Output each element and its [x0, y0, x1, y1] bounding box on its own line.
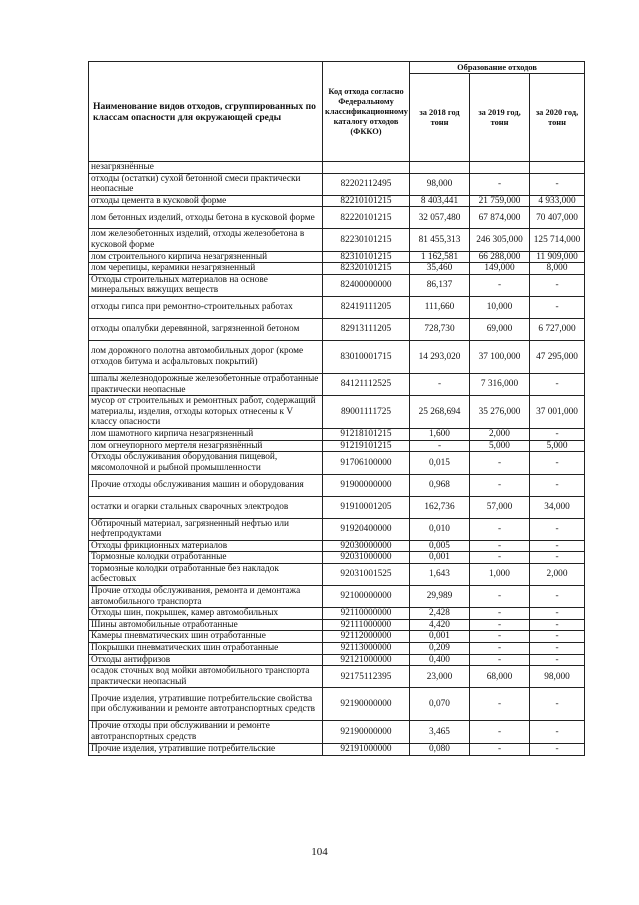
cell-code: 92031000000: [323, 552, 410, 564]
cell-code: 82230101215: [323, 229, 410, 251]
table-row: [89, 373, 585, 395]
table-row: [89, 251, 585, 263]
cell-2019: -: [470, 552, 530, 564]
cell-code: 84121112525: [323, 373, 410, 395]
cell-2018: 98,000: [410, 173, 470, 195]
header-formation: Образование отходов: [410, 62, 585, 74]
cell-2019: -: [470, 743, 530, 755]
table-row: [89, 721, 585, 743]
cell-code: 92113000000: [323, 643, 410, 655]
cell-2019: 2,000: [470, 429, 530, 441]
cell-2018: 0,400: [410, 654, 470, 666]
cell-2018: 14 293,020: [410, 340, 470, 373]
cell-2018: 32 057,480: [410, 207, 470, 229]
cell-2020: -: [530, 721, 585, 743]
cell-2018: 0,010: [410, 518, 470, 540]
cell-code: 89001111725: [323, 396, 410, 429]
cell-2019: -: [470, 274, 530, 296]
cell-2020: 4 933,000: [530, 195, 585, 207]
table-row: [89, 340, 585, 373]
cell-2018: 0,070: [410, 688, 470, 721]
cell-2018: 35,460: [410, 263, 470, 275]
cell-2020: -: [530, 274, 585, 296]
cell-name: Отходы фрикционных материалов: [89, 540, 323, 552]
cell-2020: 37 001,000: [530, 396, 585, 429]
cell-name: остатки и огарки стальных сварочных электродов: [89, 496, 323, 518]
cell-2019: 57,000: [470, 496, 530, 518]
cell-name: отходы гипса при ремонтно-строительных работах: [89, 296, 323, 318]
cell-code: 82310101215: [323, 251, 410, 263]
cell-code: 92100000000: [323, 586, 410, 608]
cell-2018: 111,660: [410, 296, 470, 318]
cell-2019: 69,000: [470, 318, 530, 340]
cell-code: 91910001205: [323, 496, 410, 518]
header-2018: за 2018 год тонн: [410, 74, 470, 162]
cell-2018: 162,736: [410, 496, 470, 518]
cell-name: Прочие изделия, утратившие потребительские свойства при обслуживании и ремонте автотранспортных средств: [89, 688, 323, 721]
cell-2019: 149,000: [470, 263, 530, 275]
cell-2019: -: [470, 518, 530, 540]
cell-2020: -: [530, 643, 585, 655]
cell-2018: 0,005: [410, 540, 470, 552]
page-number: 104: [311, 846, 328, 858]
header-2019: за 2019 год, тонн: [470, 74, 530, 162]
cell-name: отходы опалубки деревянной, загрязненной бетоном: [89, 318, 323, 340]
cell-name: Прочие отходы обслуживания машин и оборудования: [89, 474, 323, 496]
cell-2020: -: [530, 474, 585, 496]
cell-name: лом черепицы, керамики незагрязненный: [89, 263, 323, 275]
cell-code: 92191000000: [323, 743, 410, 755]
cell-name: Камеры пневматических шин отработанные: [89, 631, 323, 643]
cell-name: шпалы железнодорожные железобетонные отработанные практически неопасные: [89, 373, 323, 395]
table-row: [89, 654, 585, 666]
cell-name: лом строительного кирпича незагрязненный: [89, 251, 323, 263]
cell-code: 83010001715: [323, 340, 410, 373]
cell-2020: -: [530, 688, 585, 721]
cell-2018: 0,015: [410, 452, 470, 474]
cell-2020: -: [530, 296, 585, 318]
cell-2019: 37 100,000: [470, 340, 530, 373]
table-row: [89, 263, 585, 275]
cell-code: 92190000000: [323, 721, 410, 743]
cell-name: Покрышки пневматических шин отработанные: [89, 643, 323, 655]
table-row: [89, 619, 585, 631]
cell-2018: 1 162,581: [410, 251, 470, 263]
waste-table: [88, 61, 585, 756]
cell-2018: 4,420: [410, 619, 470, 631]
table-row: [89, 688, 585, 721]
table-row: [89, 296, 585, 318]
cell-2020: 8,000: [530, 263, 585, 275]
cell-2020: 70 407,000: [530, 207, 585, 229]
cell-name: Отходы шин, покрышек, камер автомобильных: [89, 608, 323, 620]
cell-2019: -: [470, 654, 530, 666]
cell-code: [323, 162, 410, 174]
cell-2019: 10,000: [470, 296, 530, 318]
cell-2020: [530, 162, 585, 174]
table-row: [89, 173, 585, 195]
cell-2019: -: [470, 474, 530, 496]
cell-2018: -: [410, 440, 470, 452]
cell-code: 92121000000: [323, 654, 410, 666]
cell-code: 91920400000: [323, 518, 410, 540]
cell-2020: -: [530, 429, 585, 441]
cell-name: мусор от строительных и ремонтных работ, содержащий материалы, изделия, отходы которых отнесены к V классу опасности: [89, 396, 323, 429]
cell-code: 82400000000: [323, 274, 410, 296]
cell-code: 92110000000: [323, 608, 410, 620]
cell-name: лом огнеупорного мертеля незагрязнённый: [89, 440, 323, 452]
cell-2018: 0,968: [410, 474, 470, 496]
header-code: Код отхода согласно Федеральному классификационному каталогу отходов (ФККО): [323, 62, 410, 162]
cell-code: 92030000000: [323, 540, 410, 552]
cell-2020: -: [530, 631, 585, 643]
cell-2020: -: [530, 552, 585, 564]
cell-code: 92190000000: [323, 688, 410, 721]
cell-code: 91218101215: [323, 429, 410, 441]
table-row: [89, 608, 585, 620]
cell-code: 92111000000: [323, 619, 410, 631]
cell-name: Отходы обслуживания оборудования пищевой, мясомолочной и рыбной промышленности: [89, 452, 323, 474]
cell-2019: 35 276,000: [470, 396, 530, 429]
table-row: [89, 429, 585, 441]
cell-code: 92175112395: [323, 666, 410, 688]
cell-2018: 0,001: [410, 631, 470, 643]
cell-2018: 86,137: [410, 274, 470, 296]
cell-2018: 23,000: [410, 666, 470, 688]
cell-2019: 5,000: [470, 440, 530, 452]
cell-code: 82913111205: [323, 318, 410, 340]
cell-2018: 0,209: [410, 643, 470, 655]
cell-2019: 67 874,000: [470, 207, 530, 229]
cell-name: осадок сточных вод мойки автомобильного транспорта практически неопасный: [89, 666, 323, 688]
cell-name: тормозные колодки отработанные без накладок асбестовых: [89, 563, 323, 585]
cell-name: Шины автомобильные отработанные: [89, 619, 323, 631]
cell-2018: 1,643: [410, 563, 470, 585]
cell-2020: -: [530, 743, 585, 755]
cell-2019: -: [470, 643, 530, 655]
cell-2018: [410, 162, 470, 174]
cell-2020: -: [530, 373, 585, 395]
cell-code: 82202112495: [323, 173, 410, 195]
table-row: [89, 518, 585, 540]
cell-2018: 728,730: [410, 318, 470, 340]
cell-2019: 66 288,000: [470, 251, 530, 263]
cell-2019: -: [470, 608, 530, 620]
cell-code: 91219101215: [323, 440, 410, 452]
cell-2020: -: [530, 654, 585, 666]
table-row: [89, 195, 585, 207]
cell-name: лом железобетонных изделий, отходы железобетона в кусковой форме: [89, 229, 323, 251]
cell-2019: -: [470, 688, 530, 721]
cell-code: 82210101215: [323, 195, 410, 207]
cell-2020: 125 714,000: [530, 229, 585, 251]
cell-2020: 6 727,000: [530, 318, 585, 340]
table-row: [89, 396, 585, 429]
cell-code: 91706100000: [323, 452, 410, 474]
cell-name: Отходы антифризов: [89, 654, 323, 666]
cell-code: 91900000000: [323, 474, 410, 496]
cell-2020: -: [530, 586, 585, 608]
cell-name: Тормозные колодки отработанные: [89, 552, 323, 564]
table-row: [89, 474, 585, 496]
cell-2020: -: [530, 173, 585, 195]
cell-2019: -: [470, 540, 530, 552]
cell-2020: 2,000: [530, 563, 585, 585]
cell-code: 82220101215: [323, 207, 410, 229]
table-row: [89, 552, 585, 564]
cell-2018: 29,989: [410, 586, 470, 608]
cell-name: отходы цемента в кусковой форме: [89, 195, 323, 207]
table-row: [89, 666, 585, 688]
cell-2018: 25 268,694: [410, 396, 470, 429]
cell-name: лом дорожного полотна автомобильных дорог (кроме отходов битума и асфальтовых покрытий): [89, 340, 323, 373]
cell-2018: 3,465: [410, 721, 470, 743]
table-row: [89, 496, 585, 518]
header-2020: за 2020 год, тонн: [530, 74, 585, 162]
cell-2020: -: [530, 452, 585, 474]
cell-2019: -: [470, 586, 530, 608]
cell-name: отходы (остатки) сухой бетонной смеси практически неопасные: [89, 173, 323, 195]
cell-2018: 0,001: [410, 552, 470, 564]
cell-name: Обтирочный материал, загрязненный нефтью или нефтепродуктами: [89, 518, 323, 540]
table-row: [89, 563, 585, 585]
cell-2020: 47 295,000: [530, 340, 585, 373]
cell-code: 82419111205: [323, 296, 410, 318]
table-row: [89, 743, 585, 755]
cell-name: лом бетонных изделий, отходы бетона в кусковой форме: [89, 207, 323, 229]
cell-2018: 1,600: [410, 429, 470, 441]
table-row: [89, 586, 585, 608]
table-row: [89, 318, 585, 340]
table-row: [89, 631, 585, 643]
table-row: [89, 452, 585, 474]
cell-2020: 11 909,000: [530, 251, 585, 263]
cell-2019: 246 305,000: [470, 229, 530, 251]
table-row: [89, 440, 585, 452]
cell-2018: 81 455,313: [410, 229, 470, 251]
cell-2019: 7 316,000: [470, 373, 530, 395]
cell-2018: 2,428: [410, 608, 470, 620]
cell-2020: 98,000: [530, 666, 585, 688]
table-row: [89, 229, 585, 251]
cell-2018: 8 403,441: [410, 195, 470, 207]
table-row: [89, 643, 585, 655]
cell-name: Прочие изделия, утратившие потребительские: [89, 743, 323, 755]
header-name: Наименование видов отходов, сгруппированных по классам опасности для окружающей среды: [89, 62, 323, 162]
cell-name: Прочие отходы обслуживания, ремонта и демонтажа автомобильного транспорта: [89, 586, 323, 608]
cell-name: Прочие отходы при обслуживании и ремонте автотранспортных средств: [89, 721, 323, 743]
cell-2020: -: [530, 540, 585, 552]
table-row: [89, 162, 585, 174]
cell-2019: 1,000: [470, 563, 530, 585]
cell-2020: 34,000: [530, 496, 585, 518]
cell-2019: -: [470, 619, 530, 631]
cell-2020: -: [530, 608, 585, 620]
cell-2018: -: [410, 373, 470, 395]
table-row: [89, 207, 585, 229]
table-row: [89, 274, 585, 296]
cell-2019: -: [470, 173, 530, 195]
cell-2020: -: [530, 518, 585, 540]
cell-code: 92112000000: [323, 631, 410, 643]
cell-2020: 5,000: [530, 440, 585, 452]
cell-2019: -: [470, 452, 530, 474]
cell-2019: [470, 162, 530, 174]
table-row: [89, 540, 585, 552]
cell-code: 82320101215: [323, 263, 410, 275]
cell-name: незагрязнённые: [89, 162, 323, 174]
cell-2019: 68,000: [470, 666, 530, 688]
cell-2019: -: [470, 631, 530, 643]
cell-2020: -: [530, 619, 585, 631]
cell-name: Отходы строительных материалов на основе минеральных вяжущих веществ: [89, 274, 323, 296]
cell-name: лом шамотного кирпича незагрязненный: [89, 429, 323, 441]
cell-2019: -: [470, 721, 530, 743]
cell-code: 92031001525: [323, 563, 410, 585]
table-body: [89, 162, 585, 756]
cell-2018: 0,080: [410, 743, 470, 755]
cell-2019: 21 759,000: [470, 195, 530, 207]
